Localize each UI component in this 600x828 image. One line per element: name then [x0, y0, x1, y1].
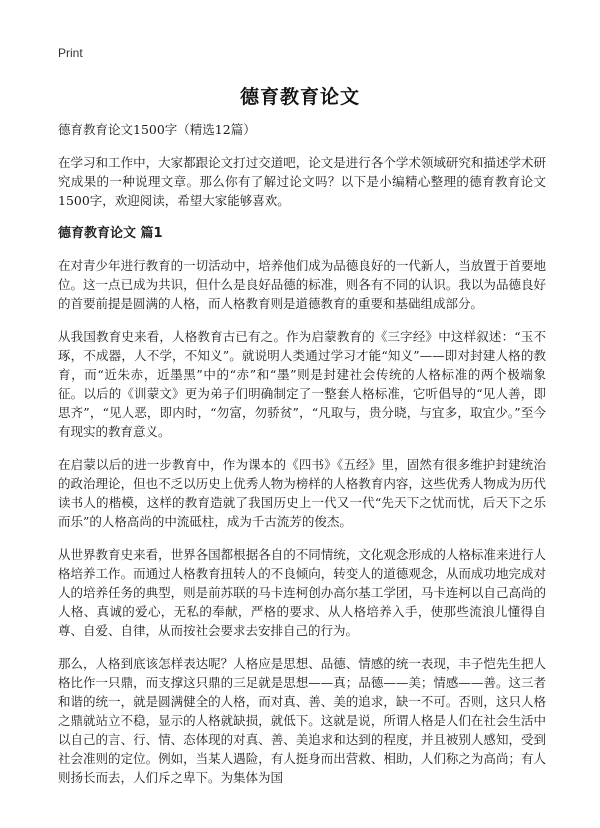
body-paragraph-4: 从世界教育史来看，世界各国都根据各自的不同情统，文化观念形成的人格标准来进行人格培养工作。而通过人格教育扭转人的不良倾向，转变人的道德观念，从而成功地完成对人的培养任务的典型，则是前苏联的马卡连柯创办高尔基工学团，马卡连柯以自己高尚的人格、真诚的爱心，无私的奉献，严格的要求、从人格培养入手，使那些流浪儿懂得自尊、自爱、自律，从而按社会要求去安排自己的行为。 — [58, 547, 546, 638]
body-paragraph-3: 在启蒙以后的进一步教育中，作为课本的《四书》《五经》里，固然有很多维护封建统治的政治理论，但也不乏以历史上优秀人物为榜样的人格教育内容，这些优秀人物成为历代读书人的楷模，这样的教育造就了我国历史上一代又一代“先天下之忧而忧，后天下之乐而乐”的人格高尚的中流砥柱，成为千古流芳的俊杰。 — [58, 457, 546, 529]
intro-paragraph: 在学习和工作中，大家都跟论文打过交道吧，论文是进行各个学术领域研究和描述学术研究成果的一种说理文章。那么你有了解过论文吗？以下是小编精心整理的德育教育论文1500字，欢迎阅读，希望大家能够喜欢。 — [58, 155, 546, 208]
section-heading: 德育教育论文 篇1 — [58, 226, 163, 241]
print-label: Print — [58, 46, 83, 60]
document-title: 德育教育论文 — [239, 86, 360, 108]
body-paragraph-5: 那么，人格到底该怎样表达呢？人格应是思想、品德、情感的统一表现，丰子恺先生把人格比作一只鼎，而支撑这只鼎的三足就是思想——真；品德——美；情感——善。这三者和谐的统一，就是圆满健全的人格，而对真、善、美的追求，缺一不可。否则，这只人格之鼎就站立不稳，显示的人格就缺损，就低下。这就是说，所谓人格是人们在社会生活中以自己的言、行、情、态体现的对真、善、美追求和达到的程度，并且被别人感知，受到社会准则的定位。例如，当某人遇险，有人挺身而出营救、相助，人们称之为高尚；有人则扬长而去，人们斥之卑下。为集体为国 — [58, 656, 546, 785]
document-body — [58, 120, 546, 801]
body-paragraph-1: 在对青少年进行教育的一切活动中，培养他们成为品德良好的一代新人，当放置于首要地位。这一点已成为共识，但什么是良好品德的标准，则各有不同的认识。我以为品德良好的首要前提是圆满的人格，而人格教育则是道德教育的重要和基础组成部分。 — [58, 258, 546, 311]
document-subtitle: 德育教育论文1500字（精选12篇） — [58, 122, 256, 137]
body-paragraph-2: 从我国教育史来看，人格教育古已有之。作为启蒙教育的《三字经》中这样叙述：“玉不琢，不成器，人不学，不知义”。就说明人类通过学习才能“知义”——即对封建人格的教育，而“近朱赤，近墨黑”中的“赤”和“墨”则是封建社会传统的人格标准的两个极端象征。以后的《训蒙文》更为弟子们明确制定了一整套人格标准，它听倡导的“见人善，即思齐”，“见人恶，即内时，“勿富，勿骄贫”，“凡取与，贵分晓，与宜多，取宜少。”至今有现实的教育意义。 — [58, 329, 546, 439]
